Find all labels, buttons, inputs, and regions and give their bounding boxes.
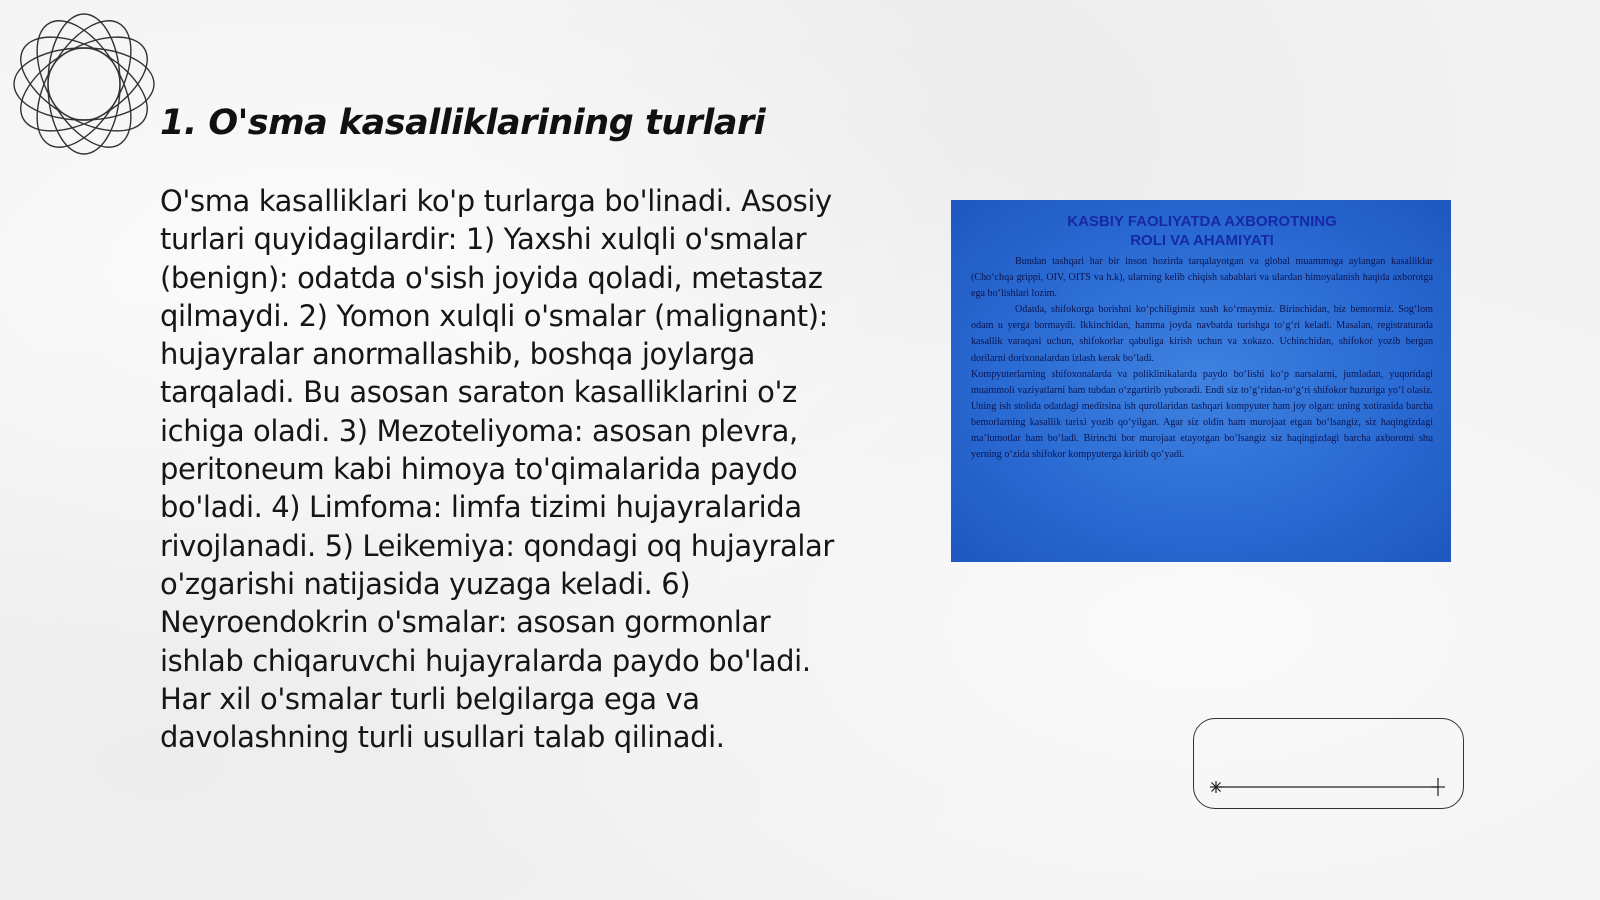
image-paragraph-3: Kompyuterlarning shifoxonalarda va poliklinikalarda paydo bo‘lishi ko‘p narsalarni, jumladan, yuqoridagi muammoli vaziyatlarni ham tubdan o‘zgartirib yuboradi. Endi siz to‘g‘ridan-to‘g‘ri shifokor huzuriga yo‘l olasiz. Uning ish stolida odatdagi meditsina ish qurollaridan tashqari kompyuter ham joy olgan: uning xotirasida barcha bemorlarning kasallik tarixi yozib qo‘yilgan. Agar siz oldin ham murojaat etgan bo‘lsangiz, siz haqingizdagi ma’lumotlar ham bo‘ladi. Birinchi bor murojaat etayotgan bo‘lsangiz siz haqingizdagi barcha axborotni shu yerning o‘zida shifokor kompyuterga kiritib qo‘yadi. xyxy=(971,368,1433,461)
slide-title: 1. O'sma kasalliklarining turlari xyxy=(160,103,766,143)
circular-ornament-icon xyxy=(10,10,158,158)
document-image xyxy=(951,200,1451,562)
image-title-line1: KASBIY FAOLIYATDA AXBOROTNING xyxy=(1067,213,1337,230)
image-paragraph-1: Bundan tashqari har bir inson hozirda tarqalayotgan va global muammoga aylangan kasalliklar (Cho‘chqa grippi, OIV, OITS va h.k), ularning kelib chiqish sabablari va ulardan himoyalanish haqida axborotga ega bo‘lishlari lozim. xyxy=(971,256,1433,300)
decorative-line-icon xyxy=(1206,775,1452,799)
image-title xyxy=(971,212,1433,250)
body-paragraph: O'sma kasalliklari ko'p turlarga bo'linadi. Asosiy turlari quyidagilardir: 1) Yaxshi xulqli o'smalar (benign): odatda o'sish joyida qoladi, metastaz qilmaydi. 2) Yomon xulqli o'smalar (malignant): hujayralar anormallashib, boshqa joylarga tarqaladi. Bu asosan saraton kasalliklarini o'z ichiga oladi. 3) Mezoteliyoma: asosan plevra, peritoneum kabi himoya to'qimalarida paydo bo'ladi. 4) Limfoma: limfa tizimi hujayralarida rivojlanadi. 5) Leikemiya: qondagi oq hujayralar o'zgarishi natijasida yuzaga keladi. 6) Neyroendokrin o'smalar: asosan gormonlar ishlab chiqaruvchi hujayralarda paydo bo'ladi. Har xil o'smalar turli belgilarga ega va davolashning turli usullari talab qilinadi. xyxy=(160,184,834,755)
image-title-line2: ROLI VA AHAMIYATI xyxy=(1130,232,1274,249)
image-paragraph-2: Odatda, shifokorga borishni ko‘pchiligimiz xush ko‘rmaymiz. Birinchidan, biz bemormiz. Sog‘lom odam u yerga bormaydi. Ikkinchidan, hamma joyda navbatda turishga to‘g‘ri keladi. Masalan, registraturada kasallik varaqasi uchun, shifokorlar qabuliga kirish uchun va xokazo. Uchinchidan, shifokor yozib bergan dorilarni dorixonalardan izlash kerak bo‘ladi. xyxy=(971,304,1433,364)
